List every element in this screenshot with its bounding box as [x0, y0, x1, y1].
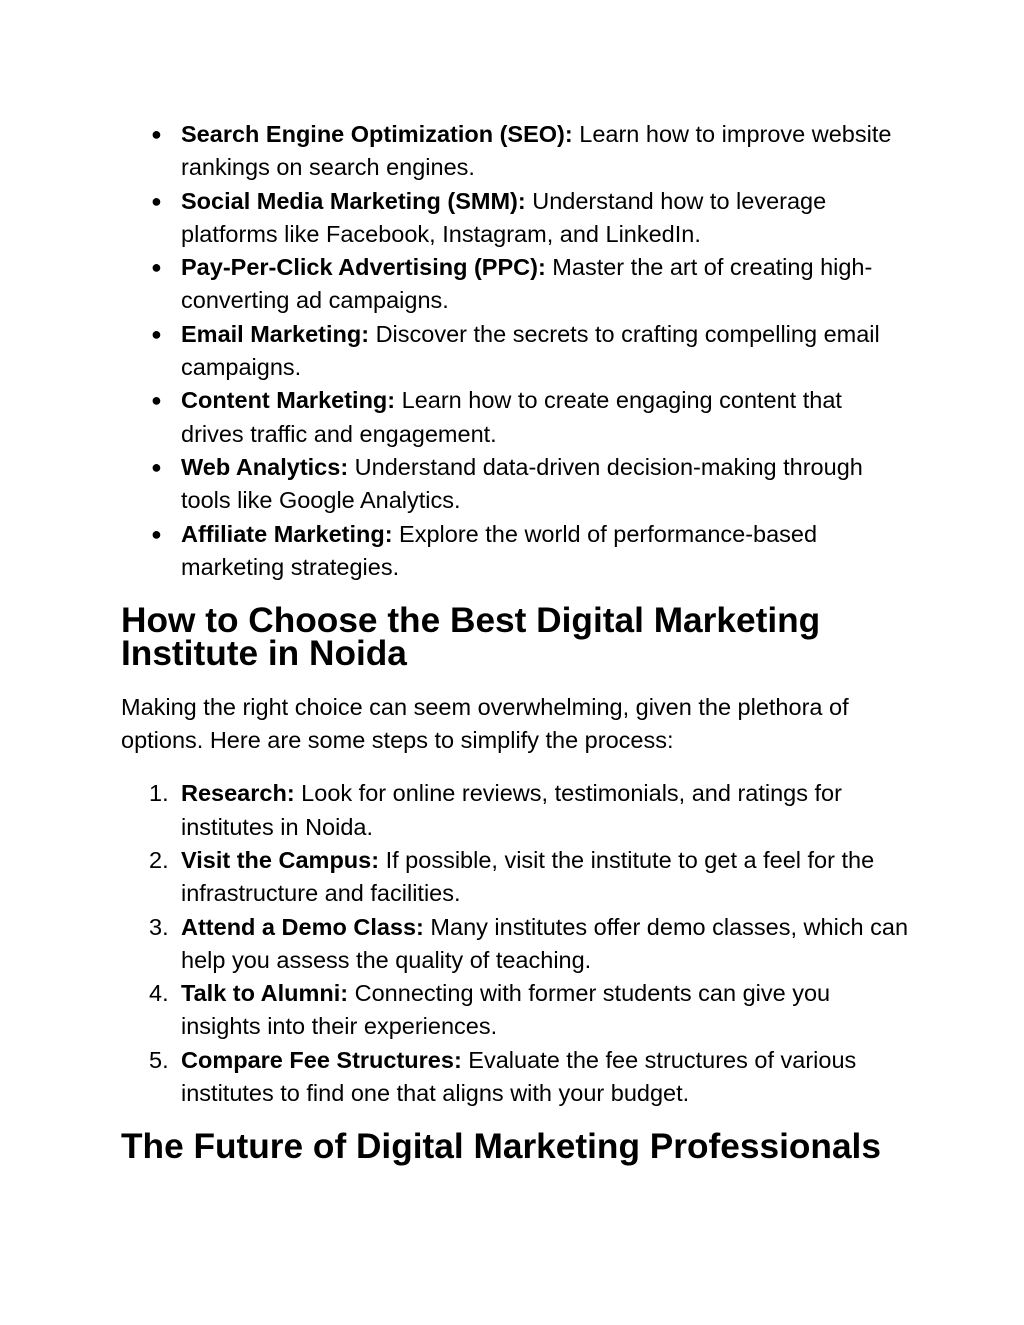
step-number: 3. — [149, 913, 169, 940]
item-label: Content Marketing: — [181, 387, 396, 414]
bullet-icon: ● — [151, 190, 162, 211]
step-number: 1. — [149, 780, 169, 807]
item-label: Pay-Per-Click Advertising (PPC): — [181, 254, 546, 281]
list-item — [121, 451, 911, 518]
item-text: Master the art of creating high-converting ad campaigns. — [181, 254, 873, 314]
item-label: Talk to Alumni: — [181, 980, 349, 1007]
item-text: Learn how to create engaging content that drives traffic and engagement. — [181, 387, 842, 447]
item-label: Email Marketing: — [181, 320, 370, 347]
list-item — [121, 911, 911, 978]
item-text: Evaluate the fee structures of various institutes to find one that aligns with your budget. — [181, 1046, 857, 1107]
item-text: Many institutes offer demo classes, which can help you assess the quality of teaching. — [181, 913, 909, 973]
item-text: Learn how to improve website rankings on search engines. — [181, 121, 892, 181]
bullet-icon: ● — [151, 257, 162, 278]
step-number: 5. — [149, 1046, 169, 1073]
list-item — [121, 118, 911, 185]
item-label: Attend a Demo Class: — [181, 913, 424, 940]
list-item — [121, 777, 911, 844]
item-label: Visit the Campus: — [181, 846, 380, 873]
bullet-icon: ● — [151, 390, 162, 411]
bullet-icon: ● — [151, 124, 162, 144]
list-item — [121, 844, 911, 911]
item-text: If possible, visit the institute to get a feel for the infrastructure and facilities. — [181, 846, 875, 907]
step-number: 4. — [149, 980, 169, 1007]
item-label: Web Analytics: — [181, 453, 349, 480]
item-label: Research: — [181, 780, 295, 807]
item-text: Understand data-driven decision-making through tools like Google Analytics. — [181, 453, 863, 514]
list-item — [121, 251, 911, 318]
list-item — [121, 518, 911, 585]
list-item — [121, 185, 911, 252]
step-number: 2. — [149, 846, 169, 873]
section-heading-choose: How to Choose the Best Digital Marketing Institute in Noida — [121, 601, 821, 674]
list-item — [121, 977, 911, 1044]
item-label: Social Media Marketing (SMM): — [181, 187, 526, 214]
item-label: Compare Fee Structures: — [181, 1046, 462, 1073]
list-item — [121, 318, 911, 385]
section-heading-future: The Future of Digital Marketing Professionals — [121, 1127, 881, 1167]
bullet-icon: ● — [151, 523, 162, 544]
item-label: Affiliate Marketing: — [181, 520, 393, 547]
item-label: Search Engine Optimization (SEO): — [181, 121, 573, 147]
bullet-icon: ● — [151, 456, 162, 477]
bullet-icon: ● — [151, 323, 162, 344]
skills-bullet-list — [121, 118, 911, 584]
document-page — [121, 118, 911, 1167]
list-item — [121, 384, 911, 451]
item-text: Explore the world of performance-based marketing strategies. — [181, 520, 818, 580]
item-text: Discover the secrets to crafting compelling email campaigns. — [181, 320, 880, 381]
list-item — [121, 1044, 911, 1111]
item-text: Understand how to leverage platforms like Facebook, Instagram, and LinkedIn. — [181, 187, 827, 247]
item-text: Look for online reviews, testimonials, and ratings for institutes in Noida. — [181, 780, 842, 840]
item-text: Connecting with former students can give you insights into their experiences. — [181, 980, 831, 1040]
steps-numbered-list — [121, 777, 911, 1110]
section-intro-paragraph: Making the right choice can seem overwhelming, given the plethora of options. Here are some steps to simplify the process: — [121, 693, 849, 754]
